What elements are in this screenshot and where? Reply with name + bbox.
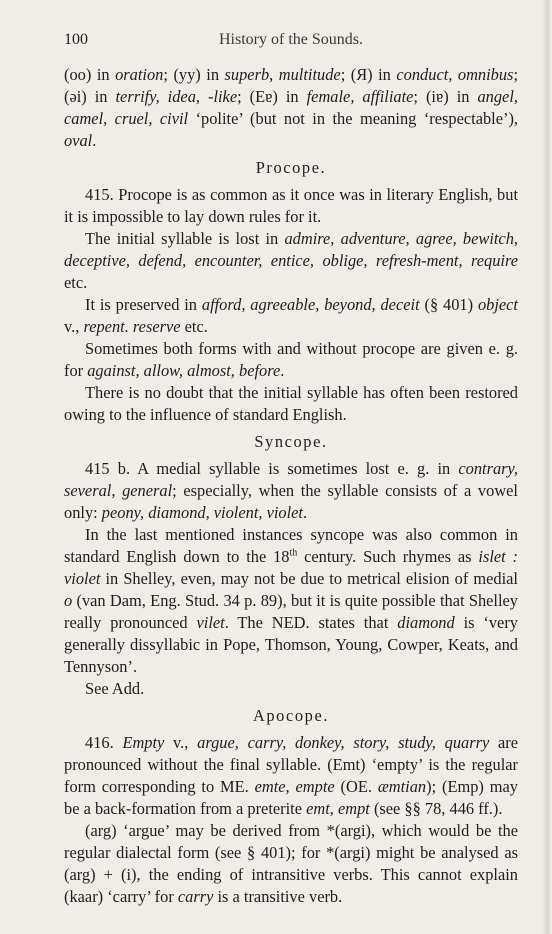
page-body [64,64,518,908]
page-header [64,30,518,54]
page-edge-shadow [542,0,552,934]
paragraph-initial-lost: The initial syllable is lost in admire, adventure, agree, bewitch, deceptive, defend, encounter, entice, oblige, refresh-ment, require etc. [64,229,519,292]
paragraph-restored: There is no doubt that the initial syllable has often been restored owing to the influence of standard English. [64,383,518,424]
paragraph-preserved: It is preserved in afford, agreeable, beyond, deceit (§ 401) object v., repent. reserve etc. [64,295,518,336]
paragraph-vowel-examples: (oo) in oration; (yy) in superb, multitude; (Я) in conduct, omnibus; (əi) in terrify, idea, -like; (Eɐ) in female, affiliate; (iɐ) in angel, camel, cruel, civil ‘polite’ (but not in the meaning ‘respectable’), oval. [64,65,519,150]
paragraph-see-add: See Add. [85,679,145,698]
paragraph-415b: 415 b. A medial syllable is sometimes lost e. g. in contrary, several, general; especially, when the syllable consists of a vowel only: peony, diamond, violent, violet. [64,459,518,522]
paragraph-416: 416. Empty v., argue, carry, donkey, story, study, quarry are pronounced without the final syllable. (Emt) ‘empty’ is the regular form corresponding to ME. emte, empte (OE. æmtian); (Emp) may be a back-formation from a preterite emt, empt (see §§ 78, 446 ff.). [64,733,518,818]
paragraph-argue: (arg) ‘argue’ may be derived from *(argi), which would be the regular dialectal form (see § 401); for *(argi) might be analysed as (arg) + (i), the ending of intransitive verbs. This cannot explain (kaar) ‘carry’ for carry is a transitive verb. [64,821,518,906]
page-number: 100 [64,31,88,48]
paragraph-syncope-history: In the last mentioned instances syncope was also common in standard English down to the 18th century. Such rhymes as islet : violet in Shelley, even, may not be due to metrical elision of medial o (van Dam, Eng. Stud. 34 p. 89), but it is quite possible that Shelley really pronounced vilet. The NED. states that diamond is ‘very generally dissyllabic in Pope, Thomson, Young, Cowper, Keats, and Tennyson’. [64,525,519,676]
paragraph-both-forms: Sometimes both forms with and without procope are given e. g. for against, allow, almost, before. [64,339,518,380]
paragraph-415: 415. Procope is as common as it once was in literary English, but it is impossible to lay down rules for it. [64,185,518,226]
section-heading-syncope: Syncope. [254,432,328,451]
section-heading-procope: Procope. [255,158,327,177]
section-heading-apocope: Apocope. [252,706,330,725]
running-title: History of the Sounds. [219,31,363,48]
